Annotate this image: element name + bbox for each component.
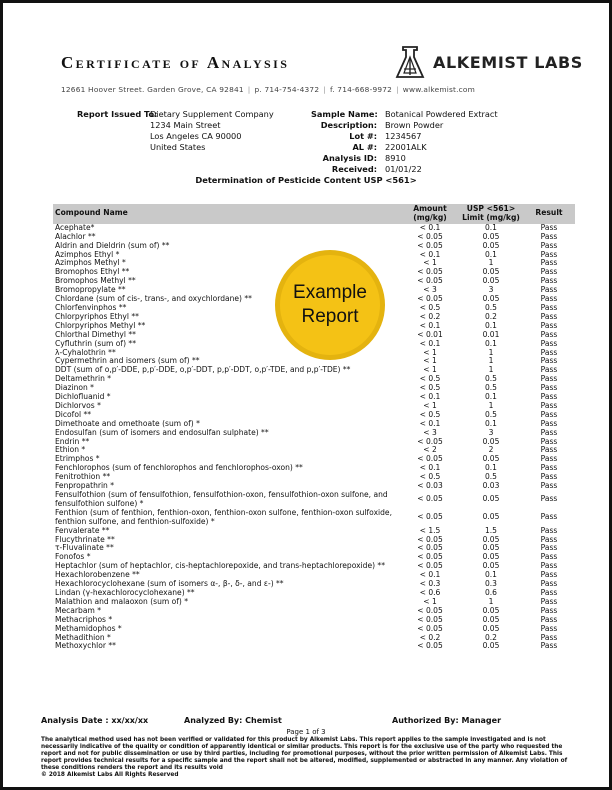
limit-value: 0.5 [484, 409, 497, 419]
compound-name: Chlorfenvinphos ** [55, 302, 127, 312]
compound-name: Fenpropathrin * [55, 481, 115, 491]
table-row [53, 509, 575, 527]
limit-value: 0.05 [482, 543, 500, 553]
result-value: Pass [540, 294, 558, 304]
compound-name: Aldrin and Dieldrin (sum of) ** [55, 240, 170, 250]
amount-value: < 0.1 [419, 249, 441, 259]
received-label: Received: [331, 164, 377, 174]
amount-value: < 1 [423, 596, 437, 606]
compound-name: Deltamethrin * [55, 374, 112, 384]
limit-value: 0.05 [482, 512, 500, 522]
limit-value: 2 [488, 445, 494, 455]
amount-value: < 1 [423, 356, 437, 366]
compound-column-header: Compound Name [53, 204, 401, 224]
amount-value: < 0.2 [419, 632, 441, 642]
amount-column-header: Amount (mg/kg) [401, 204, 459, 224]
compound-name: Flucythrinate ** [55, 534, 115, 544]
compound-name: Chlordane (sum of cis-, trans-, and oxychlordane) ** [55, 294, 252, 304]
amount-value: < 1 [423, 347, 437, 357]
compound-name: Heptachlor (sum of heptachlor, cis-heptachlorepoxide, and trans-heptachlorepoxide) ** [55, 561, 385, 571]
compound-name: Dimethoate and omethoate (sum of) * [55, 418, 200, 428]
compound-name: Diazinon * [55, 383, 94, 393]
limit-value: 3 [488, 285, 494, 295]
result-value: Pass [540, 605, 558, 615]
compound-name: DDT (sum of o,p′-DDE, p,p′-DDE, o,p′-DDT, p,p′-DDT, o,p′-TDE, and p,p′-TDE) ** [55, 365, 351, 375]
compound-name: Methacriphos * [55, 614, 113, 624]
authorized-by: Authorized By: Manager [392, 716, 502, 725]
amount-value: < 2 [423, 445, 437, 455]
limit-value: 0.05 [482, 494, 500, 504]
analyzed-by: Analyzed By: Chemist [184, 716, 282, 725]
compound-name: τ-Fluvalinate ** [55, 543, 114, 553]
amount-value: < 0.6 [419, 587, 441, 597]
page-number: Page 1 of 3 [286, 728, 326, 736]
limit-value: 0.05 [482, 267, 500, 277]
amount-value: < 0.1 [419, 570, 441, 580]
analysis-id-label: Analysis ID: [322, 153, 377, 163]
al-label: AL #: [352, 142, 377, 152]
flask-logo-icon [395, 45, 425, 79]
limit-value: 0.5 [484, 472, 497, 482]
result-value: Pass [540, 436, 558, 446]
table-row [53, 642, 575, 651]
result-value: Pass [540, 641, 558, 651]
limit-value: 1 [488, 400, 494, 410]
result-value: Pass [540, 525, 558, 535]
limit-value: 0.03 [482, 481, 500, 491]
compound-name: Chlorthal Dimethyl ** [55, 329, 136, 339]
amount-value: < 0.05 [417, 623, 443, 633]
result-value: Pass [540, 374, 558, 384]
table-header-row [53, 204, 575, 224]
compound-name: Ethion * [55, 445, 86, 455]
compound-name: Bromopropylate ** [55, 285, 126, 295]
limit-value: 0.05 [482, 561, 500, 571]
amount-value: < 0.05 [417, 543, 443, 553]
amount-value: < 0.05 [417, 436, 443, 446]
result-value: Pass [540, 409, 558, 419]
company-logo [395, 45, 583, 79]
amount-value: < 1 [423, 400, 437, 410]
amount-value: < 0.2 [419, 311, 441, 321]
amount-value: < 0.1 [419, 418, 441, 428]
amount-value: < 0.05 [417, 641, 443, 651]
sample-info-block [311, 109, 498, 175]
compound-name: Alachlor ** [55, 231, 96, 241]
amount-value: < 0.05 [417, 231, 443, 241]
result-value: Pass [540, 552, 558, 562]
result-value: Pass [540, 561, 558, 571]
compound-name: Azimphos Ethyl * [55, 249, 120, 259]
result-value: Pass [540, 418, 558, 428]
limit-value: 1 [488, 347, 494, 357]
compound-name: λ-Cyhalothrin ** [55, 347, 116, 357]
limit-value: 0.05 [482, 614, 500, 624]
result-value: Pass [540, 320, 558, 330]
limit-value: 0.1 [484, 418, 497, 428]
al-value: 22001ALK [385, 142, 427, 152]
limit-value: 1 [488, 596, 494, 606]
limit-value: 0.5 [484, 383, 497, 393]
limit-value: 0.05 [482, 436, 500, 446]
compound-name: Lindan (γ-hexachlorocyclohexane) ** [55, 587, 195, 597]
compound-name: Dichlofluanid * [55, 392, 111, 402]
amount-value: < 0.1 [419, 463, 441, 473]
sample-row [311, 109, 498, 120]
compound-name: Chlorpyriphos Methyl ** [55, 320, 146, 330]
result-value: Pass [540, 614, 558, 624]
limit-value: 0.1 [484, 570, 497, 580]
amount-value: < 0.1 [419, 320, 441, 330]
result-value: Pass [540, 596, 558, 606]
result-value: Pass [540, 231, 558, 241]
sample-row [311, 164, 498, 175]
limit-value: 0.1 [484, 392, 497, 402]
street-address: 12661 Hoover Street. Garden Grove, CA 92841 [61, 85, 244, 94]
amount-value: < 1 [423, 365, 437, 375]
result-value: Pass [540, 276, 558, 286]
sample-row [311, 131, 498, 142]
lot-label: Lot #: [349, 131, 377, 141]
limit-value: 0.05 [482, 552, 500, 562]
issued-city: Los Angeles CA 90000 [150, 131, 242, 141]
limit-value: 1.5 [484, 525, 497, 535]
limit-value: 0.05 [482, 240, 500, 250]
sample-row [311, 120, 498, 131]
result-value: Pass [540, 481, 558, 491]
compound-name: Cypermethrin and isomers (sum of) ** [55, 356, 200, 366]
copyright: © 2018 Alkemist Labs All Rights Reserved [41, 772, 179, 778]
amount-value: < 0.05 [417, 605, 443, 615]
amount-value: < 0.05 [417, 534, 443, 544]
compound-name: Endrin ** [55, 436, 90, 446]
analysis-id-value: 8910 [385, 153, 406, 163]
result-value: Pass [540, 347, 558, 357]
compound-name: Methadithion * [55, 632, 111, 642]
result-value: Pass [540, 454, 558, 464]
limit-value: 3 [488, 427, 494, 437]
compound-name: Fonofos * [55, 552, 91, 562]
result-value: Pass [540, 365, 558, 375]
compound-name: Acephate* [55, 222, 95, 232]
limit-value: 1 [488, 365, 494, 375]
amount-value: < 0.05 [417, 454, 443, 464]
limit-value: 0.01 [482, 329, 500, 339]
website: www.alkemist.com [402, 85, 476, 94]
limit-value: 0.05 [482, 623, 500, 633]
result-value: Pass [540, 249, 558, 259]
stamp-line-2: Report [301, 306, 359, 327]
amount-value: < 3 [423, 285, 437, 295]
result-value: Pass [540, 472, 558, 482]
issued-country: United States [150, 142, 206, 152]
report-issued-label: Report Issued To: [77, 109, 158, 119]
table-row [53, 393, 575, 402]
result-value: Pass [540, 579, 558, 589]
compound-name: Azimphos Methyl * [55, 258, 126, 268]
result-value: Pass [540, 400, 558, 410]
compound-name: Hexachlorocyclohexane (sum of isomers α-, β-, δ-, and ε-) ** [55, 579, 284, 589]
table-row [53, 491, 575, 509]
stamp-line-1: Example [293, 282, 367, 303]
compound-name: Bromophos Methyl ** [55, 276, 136, 286]
phone-number: p. 714-754-4372 [254, 85, 320, 94]
compound-name: Fensulfothion (sum of fensulfothion, fensulfothion-oxon, fensulfothion-oxon sulfone, and fensulfothion sulfone) * [55, 490, 388, 508]
amount-value: < 0.05 [417, 614, 443, 624]
sample-name-label: Sample Name: [311, 109, 378, 119]
compound-name: Dicofol ** [55, 409, 91, 419]
compound-name: Dichlorvos * [55, 400, 101, 410]
limit-value: 0.5 [484, 374, 497, 384]
limit-value: 0.1 [484, 249, 497, 259]
company-name: ALKEMIST LABS [433, 52, 583, 72]
result-value: Pass [540, 512, 558, 522]
amount-value: < 0.5 [419, 472, 441, 482]
limit-value: 0.2 [484, 311, 497, 321]
result-value: Pass [540, 356, 558, 366]
limit-value: 0.05 [482, 641, 500, 651]
compound-name: Methamidophos * [55, 623, 122, 633]
result-value: Pass [540, 632, 558, 642]
limit-value: 0.5 [484, 302, 497, 312]
limit-value: 0.3 [484, 579, 497, 589]
result-value: Pass [540, 222, 558, 232]
result-value: Pass [540, 285, 558, 295]
result-value: Pass [540, 623, 558, 633]
amount-value: < 0.05 [417, 267, 443, 277]
compound-name: Mecarbam * [55, 605, 101, 615]
sample-row [311, 153, 498, 164]
issued-company: Dietary Supplement Company [150, 109, 274, 119]
compound-name: Bromophos Ethyl ** [55, 267, 130, 277]
amount-value: < 0.5 [419, 383, 441, 393]
limit-value: 0.2 [484, 632, 497, 642]
result-value: Pass [540, 392, 558, 402]
disclaimer [41, 737, 581, 779]
compound-name: Chlorpyriphos Ethyl ** [55, 311, 139, 321]
amount-value: < 3 [423, 427, 437, 437]
limit-value: 0.1 [484, 463, 497, 473]
amount-value: < 0.05 [417, 561, 443, 571]
result-value: Pass [540, 329, 558, 339]
result-value: Pass [540, 311, 558, 321]
amount-value: < 0.1 [419, 222, 441, 232]
example-report-stamp [275, 250, 385, 360]
amount-value: < 0.01 [417, 329, 443, 339]
limit-value: 1 [488, 356, 494, 366]
compound-name: Malathion and malaoxon (sum of) * [55, 596, 189, 606]
result-value: Pass [540, 258, 558, 268]
result-value: Pass [540, 302, 558, 312]
amount-value: < 0.3 [419, 579, 441, 589]
result-value: Pass [540, 383, 558, 393]
limit-value: 0.05 [482, 276, 500, 286]
amount-value: < 0.05 [417, 512, 443, 522]
issued-street: 1234 Main Street [150, 120, 221, 130]
result-value: Pass [540, 570, 558, 580]
result-value: Pass [540, 543, 558, 553]
limit-value: 1 [488, 258, 494, 268]
result-value: Pass [540, 338, 558, 348]
amount-value: < 0.05 [417, 276, 443, 286]
limit-value: 0.1 [484, 222, 497, 232]
result-value: Pass [540, 494, 558, 504]
description-label: Description: [320, 120, 377, 130]
amount-value: < 0.5 [419, 374, 441, 384]
description-value: Brown Powder [385, 120, 444, 130]
received-value: 01/01/22 [385, 164, 422, 174]
limit-value: 0.6 [484, 587, 497, 597]
result-value: Pass [540, 267, 558, 277]
sample-row [311, 142, 498, 153]
compound-name: Fenvalerate ** [55, 525, 110, 535]
compound-name: Methoxychlor ** [55, 641, 116, 651]
lot-value: 1234567 [385, 131, 422, 141]
amount-value: < 0.1 [419, 338, 441, 348]
compound-name: Endosulfan (sum of isomers and endosulfan sulphate) ** [55, 427, 269, 437]
result-value: Pass [540, 427, 558, 437]
limit-value: 0.05 [482, 454, 500, 464]
amount-value: < 0.05 [417, 494, 443, 504]
amount-value: < 0.5 [419, 409, 441, 419]
sample-name-value: Botanical Powdered Extract [385, 109, 498, 119]
limit-value: 0.05 [482, 294, 500, 304]
limit-value: 0.05 [482, 605, 500, 615]
compound-name: Fenchlorophos (sum of fenchlorophos and fenchlorophos-oxon) ** [55, 463, 303, 473]
amount-value: < 0.05 [417, 240, 443, 250]
limit-value: 0.05 [482, 534, 500, 544]
address-line: 12661 Hoover Street. Garden Grove, CA 92841 | p. 714-754-4372 | f. 714-668-9972 | www.alkemist.com [61, 85, 476, 94]
result-value: Pass [540, 240, 558, 250]
amount-value: < 0.5 [419, 302, 441, 312]
amount-value: < 1.5 [419, 525, 441, 535]
result-value: Pass [540, 534, 558, 544]
result-column-header: Result [523, 204, 575, 224]
limit-value: 0.1 [484, 320, 497, 330]
amount-value: < 0.1 [419, 392, 441, 402]
limit-value: 0.05 [482, 231, 500, 241]
compound-name: Hexachlorobenzene ** [55, 570, 140, 580]
fax-number: f. 714-668-9972 [329, 85, 393, 94]
result-value: Pass [540, 587, 558, 597]
amount-value: < 0.03 [417, 481, 443, 491]
result-value: Pass [540, 445, 558, 455]
amount-value: < 0.05 [417, 552, 443, 562]
disclaimer-text: The analytical method used has not been verified or validated for this product by Alkemist Labs. This report applies to the sample investigated and is not necessarily indicative of the quality or condition of apparently identical or similar products. This report is for the exclusive use of the party who requested the report and not for public dissemination or use by third parties, including for promotional purposes, without the prior written permission of Alkemist Labs. This report provides technical results for a specific sample and the report shall not be altered, modified, supplemented or abstracted in any manner. Any violation of these conditions renders the report and its results void [41, 737, 568, 771]
limit-value: 0.1 [484, 338, 497, 348]
compound-name: Cyfluthrin (sum of) ** [55, 338, 136, 348]
limit-column-header: USP <561> Limit (mg/kg) [459, 204, 523, 224]
compound-name: Etrimphos * [55, 454, 100, 464]
analysis-date: Analysis Date : xx/xx/xx [41, 716, 149, 725]
amount-value: < 1 [423, 258, 437, 268]
result-value: Pass [540, 463, 558, 473]
section-title: Determination of Pesticide Content USP <561> [195, 175, 417, 185]
compound-name: Fenthion (sum of fenthion, fenthion-oxon, fenthion-oxon sulfone, fenthion-oxon sulfoxide, fenthion sulfone, and fenthion-sulfoxide) * [55, 507, 392, 526]
page-title: Certificate of Analysis [61, 53, 290, 72]
table-row [53, 438, 575, 447]
amount-value: < 0.05 [417, 294, 443, 304]
compound-name: Fenitrothion ** [55, 472, 111, 482]
